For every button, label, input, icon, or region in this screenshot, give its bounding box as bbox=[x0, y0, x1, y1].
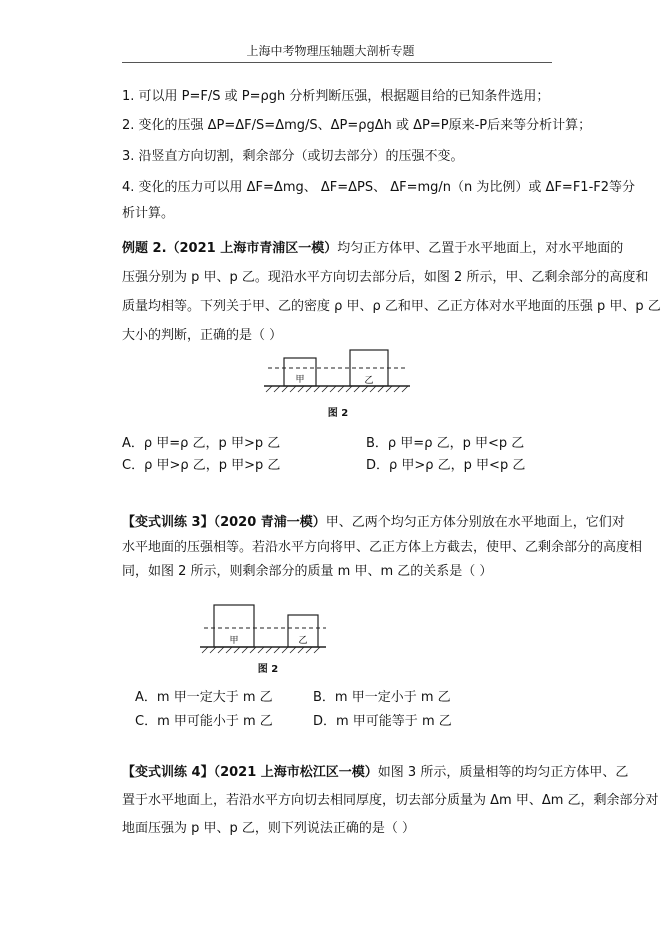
exercise4-line3: 地面压强为 p 甲、p 乙，则下列说法正确的是（ ） bbox=[122, 821, 416, 836]
exercise3-line2: 水平地面的压强相等。若沿水平方向将甲、乙正方体上方截去，使甲、乙剩余部分的高度相 bbox=[122, 540, 643, 555]
example2-line2: 压强分别为 p 甲、p 乙。现沿水平方向切去部分后，如图 2 所示，甲、乙剩余部分的高度和 bbox=[122, 270, 649, 285]
exercise4-line2: 置于水平地面上，若沿水平方向切去相同厚度，切去部分质量为 Δm 甲、Δm 乙，剩余部分对 bbox=[122, 793, 659, 808]
exercise4-text1: 如图 3 所示，质量相等的均匀正方体甲、乙 bbox=[377, 765, 629, 780]
point-3: 3. 沿竖直方向切割，剩余部分（或切去部分）的压强不变。 bbox=[122, 149, 464, 164]
exercise3-label-b: 乙 bbox=[298, 636, 308, 646]
exercise3-option-a: A．m 甲一定大于 m 乙 bbox=[135, 690, 273, 705]
exercise4-label: 【变式训练 4】（2021 上海市松江区一模） bbox=[122, 765, 378, 780]
example2-label: 例题 2.（2021 上海市青浦区一模） bbox=[122, 241, 338, 256]
point-4-continued: 析计算。 bbox=[122, 206, 175, 221]
example2-label-b: 乙 bbox=[364, 376, 374, 386]
exercise3-option-d: D．m 甲可能等于 m 乙 bbox=[313, 714, 452, 729]
exercise4-line1 bbox=[122, 764, 629, 782]
example2-ground-hatch bbox=[266, 386, 408, 392]
example2-line3: 质量均相等。下列关于甲、乙的密度 ρ 甲、ρ 乙和甲、乙正方体对水平地面的压强 p 甲、p 乙 bbox=[122, 299, 661, 314]
example2-option-a: A．ρ 甲=ρ 乙，p 甲>p 乙 bbox=[122, 436, 281, 451]
example2-text1: 均匀正方体甲、乙置于水平地面上，对水平地面的 bbox=[337, 241, 624, 256]
exercise3-label: 【变式训练 3】（2020 青浦一模） bbox=[122, 515, 326, 530]
header-divider bbox=[122, 62, 552, 63]
exercise3-ground-hatch bbox=[202, 647, 320, 653]
point-2: 2. 变化的压强 ΔP=ΔF/S=Δmg/S、ΔP=ρgΔh 或 ΔP=P原来-P后来等分析计算； bbox=[122, 118, 592, 133]
exercise3-figure bbox=[198, 602, 328, 658]
page-header: 上海中考物理压轴题大剖析专题 bbox=[246, 44, 415, 58]
example2-option-c: C．ρ 甲>ρ 乙，p 甲>p 乙 bbox=[122, 458, 281, 473]
example2-figure bbox=[262, 346, 412, 402]
example2-caption: 图 2 bbox=[327, 408, 349, 419]
point-1: 1. 可以用 P=F/S 或 P=ρgh 分析判断压强，根据题目给的已知条件选用； bbox=[122, 89, 550, 104]
exercise3-caption: 图 2 bbox=[257, 664, 279, 675]
example2-line1 bbox=[122, 240, 624, 258]
exercise3-text1: 甲、乙两个均匀正方体分别放在水平地面上，它们对 bbox=[325, 515, 625, 530]
example2-label-a: 甲 bbox=[295, 375, 305, 385]
exercise3-option-c: C．m 甲可能小于 m 乙 bbox=[135, 714, 273, 729]
point-4: 4. 变化的压力可以用 ΔF=Δmg、 ΔF=ΔPS、 ΔF=mg/n（n 为比例）或 ΔF=F1-F2等分 bbox=[122, 180, 636, 195]
exercise3-option-b: B．m 甲一定小于 m 乙 bbox=[313, 690, 451, 705]
exercise3-label-a: 甲 bbox=[229, 636, 239, 646]
exercise3-line1 bbox=[122, 514, 625, 532]
example2-option-d: D．ρ 甲>ρ 乙，p 甲<p 乙 bbox=[366, 458, 526, 473]
exercise3-line3: 同，如图 2 所示，则剩余部分的质量 m 甲、m 乙的关系是（ ） bbox=[122, 564, 493, 579]
example2-option-b: B．ρ 甲=ρ 乙，p 甲<p 乙 bbox=[366, 436, 525, 451]
example2-line4: 大小的判断，正确的是（ ） bbox=[122, 328, 283, 343]
